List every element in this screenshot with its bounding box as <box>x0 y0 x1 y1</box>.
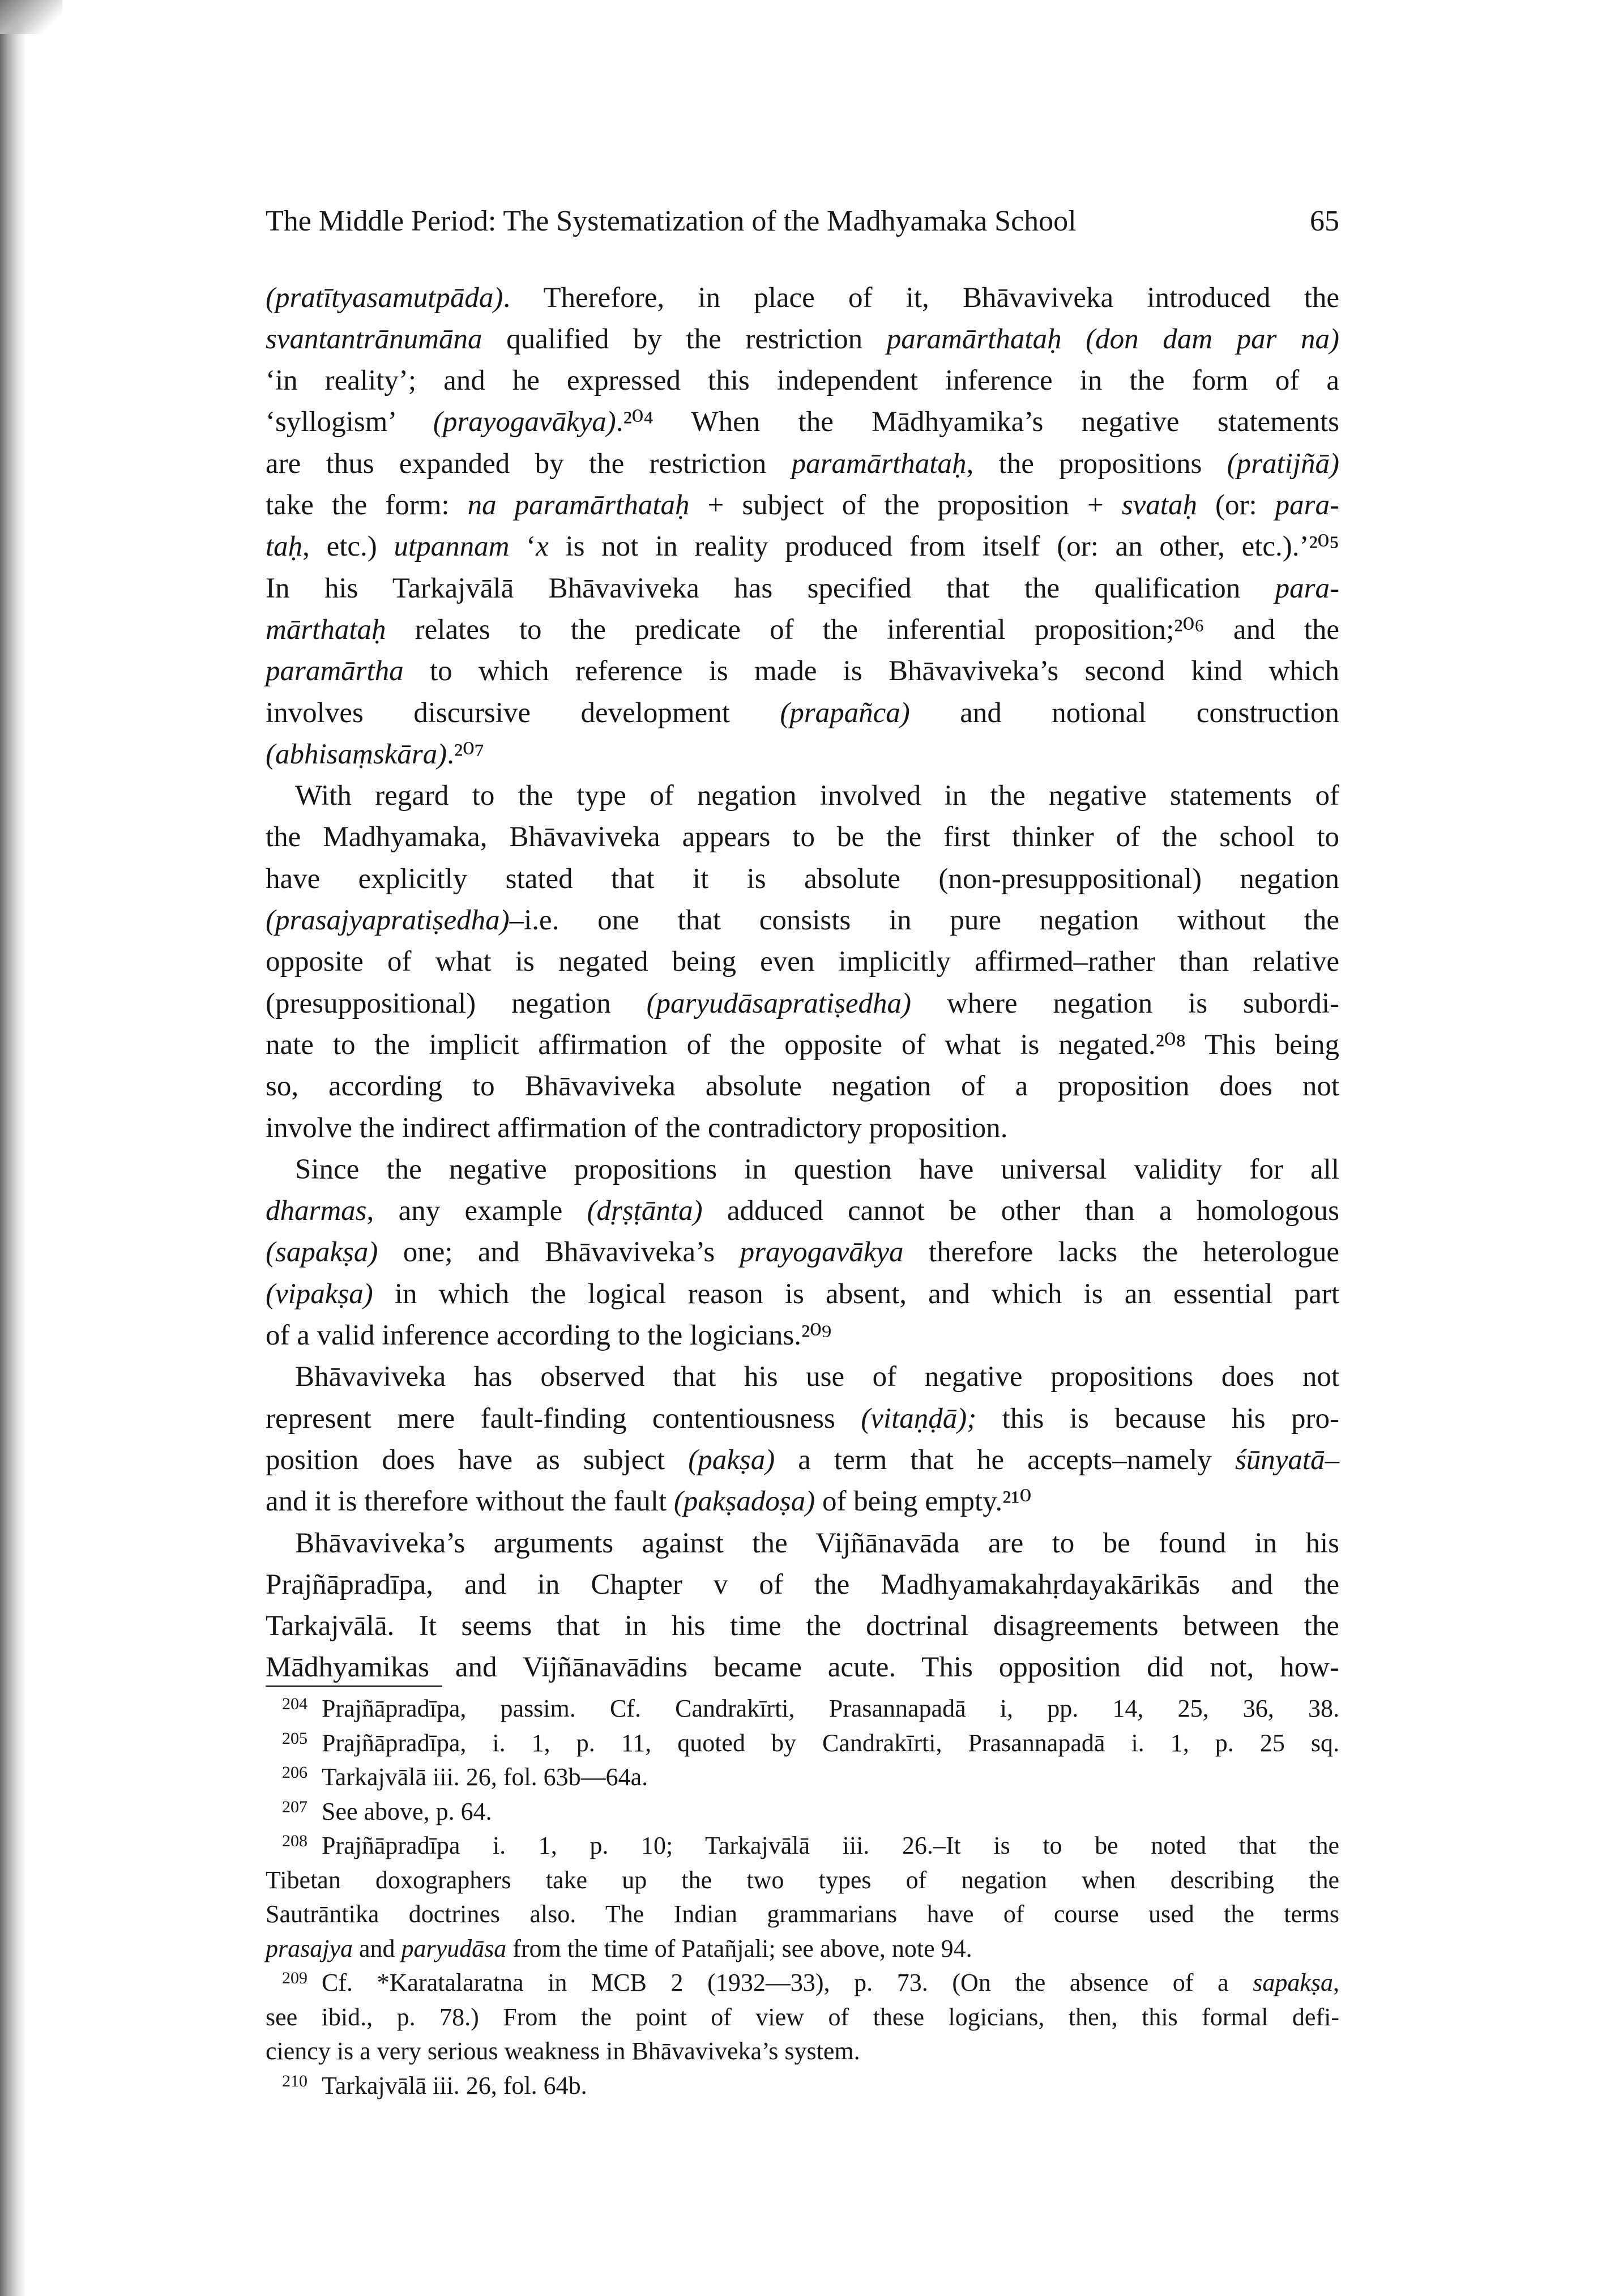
text-run: Bhāvaviveka has observed that his use of negative propositions does not <box>295 1361 1339 1393</box>
text-run: Since the negative propositions in question have universal validity for all <box>295 1153 1339 1185</box>
italic-term: paryudāsa <box>401 1934 507 1962</box>
footnote-line <box>266 2000 1339 2034</box>
text-run: ‘ <box>509 531 536 563</box>
italic-term: (paryudāsapratiṣedha) <box>646 987 912 1019</box>
text-line <box>266 443 1339 485</box>
text-line <box>266 1025 1339 1066</box>
footnote-number: 204 <box>282 1695 307 1713</box>
text-run: + subject of the proposition + <box>689 489 1122 521</box>
text-run: In his Tarkajvālā Bhāvaviveka has specified that the qualification <box>266 572 1275 604</box>
text-line <box>266 1481 1339 1522</box>
text-line <box>266 1190 1339 1232</box>
text-run: Tarkajvālā iii. 26, fol. 63b—64a. <box>322 1763 648 1791</box>
text-line <box>266 859 1339 900</box>
italic-term: (pakṣa) <box>688 1444 775 1476</box>
text-run: opposite of what is negated being even implicitly affirmed–rather than relative <box>266 946 1339 978</box>
text-run: Mādhyamikas and Vijñānavādins became acute. This opposition did not, how- <box>266 1651 1339 1684</box>
text-run: , the propositions <box>966 447 1227 480</box>
italic-term: prayogavākya <box>740 1236 904 1269</box>
footnote-line <box>322 1760 1339 1794</box>
running-title: The Middle Period: The Systematization of the Madhyamaka School <box>266 205 1077 237</box>
footnote-line <box>266 1863 1339 1897</box>
text-run: (or: <box>1197 489 1275 521</box>
footnote-number: 206 <box>282 1763 307 1782</box>
text-run: involves discursive development <box>266 697 780 729</box>
italic-term: taḥ <box>266 531 303 563</box>
italic-term: svantantrānumāna <box>266 323 482 355</box>
text-run: of being empty.²¹⁰ <box>815 1486 1032 1518</box>
italic-term: (sapakṣa) <box>266 1236 378 1269</box>
text-line <box>266 526 1339 567</box>
text-run: therefore lacks the heterologue <box>903 1236 1339 1269</box>
text-line <box>266 817 1339 858</box>
italic-term: mārthataḥ <box>266 613 386 646</box>
text-run: ciency is a very serious weakness in Bhāvaviveka’s system. <box>266 2037 860 2065</box>
text-run: – <box>1325 1444 1339 1476</box>
footnote-line <box>266 1897 1339 1931</box>
footnote-line <box>266 2034 1339 2068</box>
text-run: Tarkajvālā iii. 26, fol. 64b. <box>322 2071 587 2099</box>
italic-term: (vitaṇḍā); <box>861 1402 977 1435</box>
text-run: involve the indirect affirmation of the contradictory proposition. <box>266 1112 1008 1144</box>
text-line <box>266 1108 1339 1149</box>
text-run: position does have as subject <box>266 1444 689 1476</box>
text-line <box>266 1232 1339 1273</box>
text-run: see ibid., p. 78.) From the point of view of these logicians, then, this formal defi- <box>266 2003 1339 2031</box>
text-run: , etc.) <box>302 531 394 563</box>
text-run: Prajñāpradīpa, i. 1, p. 11, quoted by Candrakīrti, Prasannapadā i. 1, p. 25 sq. <box>322 1729 1339 1757</box>
text-run: to which reference is made is Bhāvaviveka’s second kind which <box>403 655 1339 688</box>
text-line <box>266 693 1339 734</box>
footnote-number: 209 <box>282 1969 307 1987</box>
italic-term: (pratijñā) <box>1227 447 1339 480</box>
text-run: Prajñāpradīpa, and in Chapter v of the Madhyamakahṛdayakārikās and the <box>266 1568 1339 1601</box>
footnote-line <box>322 2069 1339 2103</box>
text-run: (presuppositional) negation <box>266 987 647 1019</box>
italic-term: paramārthataḥ (don dam par na) <box>886 323 1339 355</box>
italic-term: (pratītyasamutpāda) <box>266 281 503 314</box>
text-run: ‘in reality’; and he expressed this independent inference in the form of a <box>266 365 1339 397</box>
text-run: .²⁰⁷ <box>447 738 485 770</box>
footnote-line <box>322 1829 1339 1863</box>
text-line <box>266 941 1339 983</box>
page-number: 65 <box>1310 205 1339 237</box>
text-line <box>266 1356 1339 1398</box>
text-run: represent mere fault-finding contentiousness <box>266 1402 861 1435</box>
text-run: the Madhyamaka, Bhāvaviveka appears to be the first thinker of the school to <box>266 821 1339 853</box>
text-run: and <box>353 1934 402 1962</box>
text-run: –i.e. one that consists in pure negation without the <box>509 904 1339 936</box>
text-run: Sautrāntika doctrines also. The Indian grammarians have of course used the terms <box>266 1900 1339 1928</box>
text-run: in which the logical reason is absent, and which is an essential part <box>373 1278 1339 1310</box>
text-run: With regard to the type of negation involved in the negative statements of <box>295 780 1339 812</box>
italic-term: svataḥ <box>1121 489 1197 521</box>
text-run: Bhāvaviveka’s arguments against the Vijñānavāda are to be found in his <box>295 1527 1339 1559</box>
italic-term: (pakṣadoṣa) <box>673 1486 815 1518</box>
text-run: Cf. *Karatalaratna in MCB 2 (1932—33), p. 73. (On the absence of a <box>322 1969 1253 1996</box>
italic-term: (vipakṣa) <box>266 1278 373 1310</box>
italic-term: (prasajyapratiṣedha) <box>266 904 510 936</box>
footnote-number: 207 <box>282 1797 307 1816</box>
text-run: this is because his pro- <box>976 1402 1339 1435</box>
running-header <box>266 202 1339 241</box>
text-run: Prajñāpradīpa, passim. Cf. Candrakīrti, Prasannapadā i, pp. 14, 25, 36, 38. <box>322 1695 1339 1722</box>
text-line <box>266 568 1339 609</box>
footnote-number: 210 <box>282 2071 307 2090</box>
text-line <box>266 609 1339 651</box>
footnote-line <box>322 1966 1339 2000</box>
text-run: Tarkajvālā. It seems that in his time the doctrinal disagreements between the <box>266 1610 1339 1642</box>
text-run: take the form: <box>266 489 468 521</box>
text-run: . Therefore, in place of it, Bhāvaviveka introduced the <box>503 281 1339 314</box>
text-line <box>266 402 1339 443</box>
text-line <box>266 983 1339 1025</box>
scan-page-edge-shadow <box>0 0 26 2296</box>
text-run: relates to the predicate of the inferential proposition;²⁰⁶ and the <box>386 613 1339 646</box>
italic-term: paramārthataḥ <box>791 447 967 480</box>
text-run: one; and Bhāvaviveka’s <box>378 1236 740 1269</box>
italic-term: (prayogavākya) <box>433 406 616 438</box>
text-line <box>266 1149 1339 1190</box>
text-line <box>266 1647 1339 1688</box>
italic-term: (dṛṣṭānta) <box>587 1195 703 1227</box>
text-run: from the time of Patañjali; see above, note 94. <box>506 1934 972 1962</box>
footnote-line <box>322 1726 1339 1760</box>
text-line <box>266 775 1339 817</box>
footnote-number: 208 <box>282 1832 307 1850</box>
text-run: nate to the implicit affirmation of the opposite of what is negated.²⁰⁸ This being <box>266 1028 1339 1061</box>
italic-term: para- <box>1275 572 1339 604</box>
text-line <box>266 278 1339 319</box>
text-run: , <box>1333 1969 1339 1996</box>
text-line <box>266 1564 1339 1606</box>
text-run: See above, p. 64. <box>322 1797 492 1825</box>
text-line <box>266 1523 1339 1564</box>
text-line <box>266 1398 1339 1440</box>
italic-term: (prapañca) <box>780 697 910 729</box>
text-run: are thus expanded by the restriction <box>266 447 792 480</box>
text-run: , any example <box>366 1195 587 1227</box>
text-run: qualified by the restriction <box>482 323 887 355</box>
text-line <box>266 1066 1339 1107</box>
text-run: and notional construction <box>909 697 1339 729</box>
text-line <box>266 900 1339 941</box>
footnote-line <box>266 1932 1339 1966</box>
text-line <box>266 651 1339 692</box>
text-run: so, according to Bhāvaviveka absolute negation of a proposition does not <box>266 1070 1339 1103</box>
footnote-line <box>322 1692 1339 1726</box>
text-line <box>266 319 1339 360</box>
text-run: where negation is subordi- <box>911 987 1339 1019</box>
italic-term: prasajya <box>266 1934 353 1962</box>
italic-term: dharmas <box>266 1195 367 1227</box>
text-run: Prajñāpradīpa i. 1, p. 10; Tarkajvālā iii. 26.–It is to be noted that the <box>322 1832 1339 1859</box>
text-line <box>266 1606 1339 1647</box>
text-run: have explicitly stated that it is absolute (non-presuppositional) negation <box>266 863 1339 895</box>
text-run: and it is therefore without the fault <box>266 1486 674 1518</box>
italic-term: na paramārthataḥ <box>467 489 690 521</box>
italic-term: x <box>536 531 549 563</box>
text-run: is not in reality produced from itself (or: an other, etc.).’²⁰⁵ <box>548 531 1339 563</box>
footnote-separator-rule <box>266 1685 442 1687</box>
text-line <box>266 1315 1339 1356</box>
text-line <box>266 485 1339 526</box>
text-line <box>266 360 1339 402</box>
italic-term: para- <box>1275 489 1339 521</box>
italic-term: utpannam <box>394 531 510 563</box>
italic-term: śūnyatā <box>1235 1444 1325 1476</box>
text-run: .²⁰⁴ When the Mādhyamika’s negative statements <box>616 406 1339 438</box>
text-run: of a valid inference according to the logicians.²⁰⁹ <box>266 1320 832 1351</box>
italic-term: paramārtha <box>266 655 404 688</box>
footnote-number: 205 <box>282 1729 307 1748</box>
text-run: ‘syllogism’ <box>266 406 433 438</box>
text-line <box>266 1274 1339 1315</box>
footnote-line <box>322 1795 1339 1829</box>
text-run: adduced cannot be other than a homologous <box>702 1195 1339 1227</box>
text-run: a term that he accepts–namely <box>775 1444 1235 1476</box>
text-line <box>266 734 1339 775</box>
scan-corner-shadow <box>0 0 62 34</box>
italic-term: (abhisaṃskāra) <box>266 738 447 770</box>
text-line <box>266 1440 1339 1481</box>
text-run: Tibetan doxographers take up the two types of negation when describing the <box>266 1866 1339 1894</box>
italic-term: sapakṣa <box>1253 1969 1333 1996</box>
